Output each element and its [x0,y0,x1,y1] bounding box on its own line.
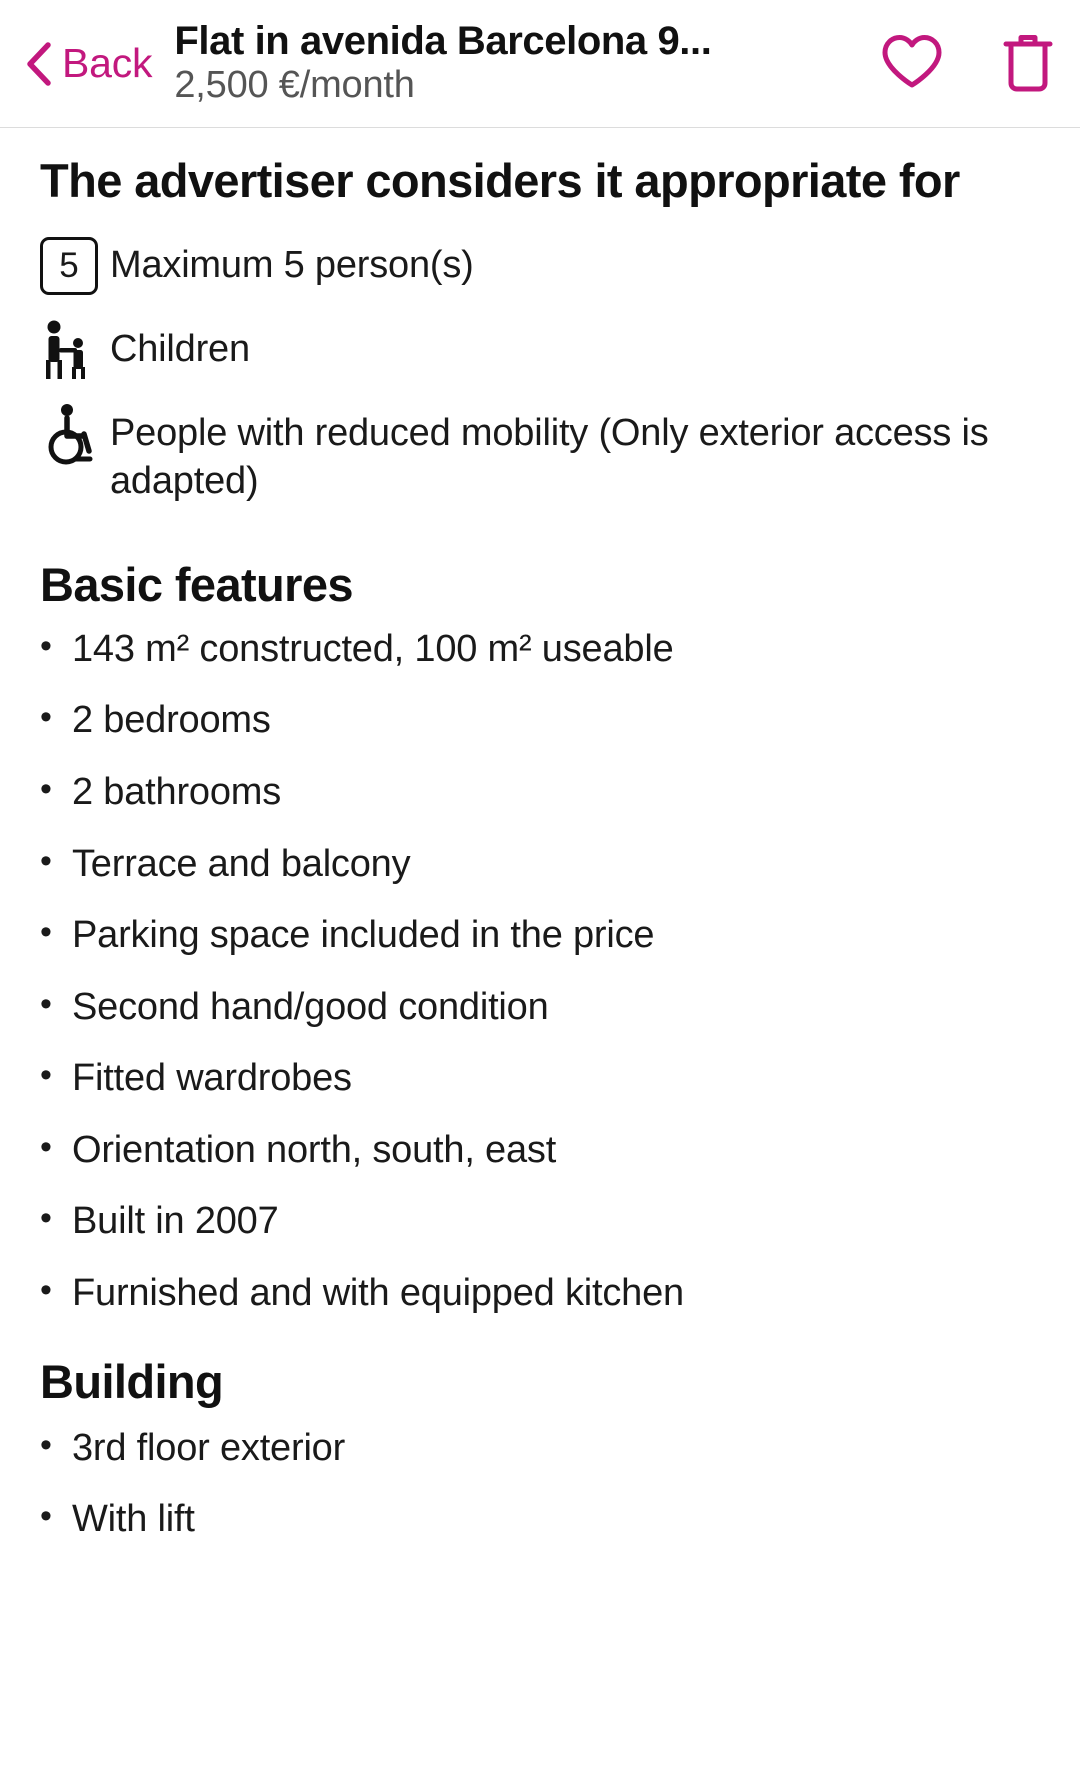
list-item [40,403,1040,506]
back-label: Back [62,40,153,86]
max-occupancy-box [40,235,110,297]
header-actions [874,31,1054,96]
listing-price: 2,500 €/month [174,64,415,107]
suitability-list [40,235,1040,506]
heart-icon [880,33,944,94]
list-item: • Orientation north, south, east [40,1128,1040,1174]
chevron-left-icon [22,41,56,87]
basic-features-section [40,558,1040,1317]
children-icon [40,319,110,381]
favorite-button[interactable] [880,33,944,94]
trash-icon [1002,31,1054,96]
list-item: • 2 bedrooms [40,698,1040,744]
back-button[interactable] [22,40,152,87]
basic-features-title: Basic features [40,557,353,611]
list-item: • Fitted wardrobes [40,1056,1040,1102]
listing-header-text [174,19,874,107]
building-title: Building [40,1354,224,1408]
list-item: • 3rd floor exterior [40,1426,1040,1472]
list-item-label: Children [110,327,250,370]
building-section [40,1355,1040,1543]
list-item: • Built in 2007 [40,1199,1040,1245]
detail-content [0,128,1080,1543]
list-item-label: People with reduced mobility (Only exterior access is adapted) [110,411,989,502]
delete-button[interactable] [1002,31,1054,96]
list-item: • Second hand/good condition [40,985,1040,1031]
list-item: • With lift [40,1497,1040,1543]
list-item-label: Maximum 5 person(s) [110,243,474,286]
list-item [40,319,1040,381]
list-item: • 143 m² constructed, 100 m² useable [40,627,1040,673]
list-item: • Terrace and balcony [40,842,1040,888]
basic-features-list [40,627,1040,1317]
building-list [40,1426,1040,1543]
advertiser-section [40,128,1040,506]
wheelchair-icon [40,403,110,465]
list-item [40,235,1040,297]
occupancy-count: 5 [40,237,98,295]
list-item: • 2 bathrooms [40,770,1040,816]
list-item: • Furnished and with equipped kitchen [40,1271,1040,1317]
advertiser-section-title: The advertiser considers it appropriate for [40,154,960,207]
page-title: Flat in avenida Barcelona 9... [174,19,712,64]
list-item: • Parking space included in the price [40,913,1040,959]
app-header [0,0,1080,128]
